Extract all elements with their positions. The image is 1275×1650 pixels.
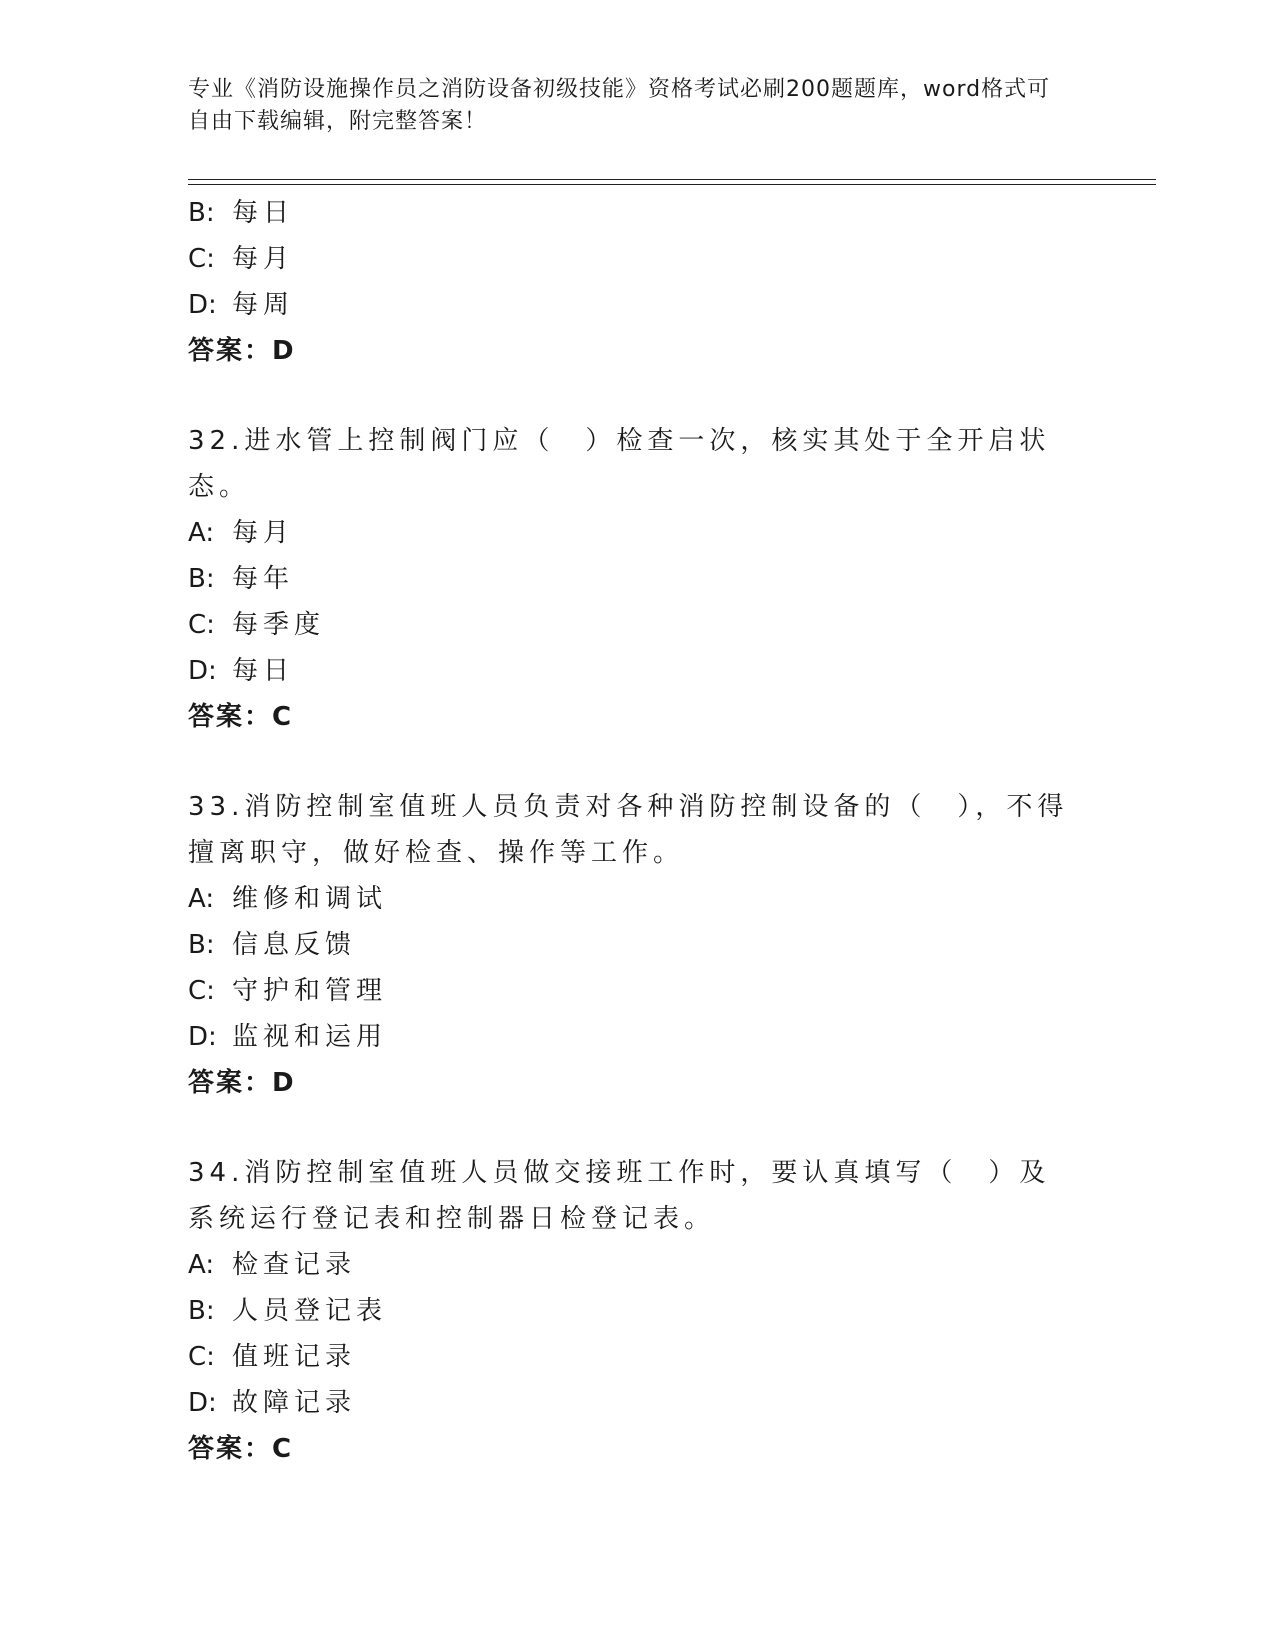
document-header: 专业《消防设施操作员之消防设备初级技能》资格考试必刷200题题库，word格式可自由下载编辑，附完整答案！ [188, 77, 1051, 134]
question-text: 33.消防控制室值班人员负责对各种消防控制设备的（ ），不得擅离职守，做好检查、操作等工作。 [188, 792, 1069, 868]
option-text: 每月 [232, 244, 295, 274]
question-block-33 [188, 784, 1088, 1106]
option-text: 维修和调试 [232, 884, 388, 914]
option-text: 守护和管理 [232, 976, 388, 1006]
option-c [188, 968, 1088, 1014]
option-letter: C: [188, 1342, 215, 1372]
option-text: 值班记录 [232, 1342, 357, 1372]
header-rule-top [188, 179, 1156, 180]
option-b [188, 922, 1088, 968]
option-d [188, 282, 1088, 328]
answer: 答案：D [188, 336, 296, 366]
option-b [188, 190, 1088, 236]
answer: 答案：C [188, 702, 294, 732]
option-letter: D: [188, 656, 217, 686]
header-rule-bottom [188, 184, 1156, 185]
option-letter: B: [188, 564, 215, 594]
option-c [188, 1334, 1088, 1380]
option-letter: D: [188, 1388, 217, 1418]
option-letter: A: [188, 1250, 215, 1280]
option-text: 每季度 [232, 610, 326, 640]
option-text: 信息反馈 [232, 930, 357, 960]
option-letter: B: [188, 930, 215, 960]
option-text: 每周 [232, 290, 295, 320]
option-d [188, 1380, 1088, 1426]
option-letter: C: [188, 976, 215, 1006]
answer: 答案：C [188, 1434, 294, 1464]
option-text: 人员登记表 [232, 1296, 388, 1326]
option-d [188, 1014, 1088, 1060]
option-a [188, 1242, 1088, 1288]
option-c [188, 602, 1088, 648]
question-block-32 [188, 418, 1088, 740]
question-list [188, 190, 1088, 1472]
option-letter: B: [188, 1296, 215, 1326]
option-text: 故障记录 [232, 1388, 357, 1418]
option-letter: D: [188, 1022, 217, 1052]
option-text: 每日 [232, 198, 295, 228]
option-text: 每年 [232, 564, 295, 594]
question-block-partial [188, 190, 1088, 374]
option-letter: C: [188, 244, 215, 274]
option-letter: A: [188, 518, 215, 548]
answer: 答案：D [188, 1068, 296, 1098]
option-c [188, 236, 1088, 282]
option-letter: D: [188, 290, 217, 320]
option-text: 每月 [232, 518, 295, 548]
question-block-34 [188, 1150, 1088, 1472]
option-text: 监视和运用 [232, 1022, 388, 1052]
option-a [188, 510, 1088, 556]
option-a [188, 876, 1088, 922]
option-text: 检查记录 [232, 1250, 357, 1280]
question-text: 34.消防控制室值班人员做交接班工作时，要认真填写（ ）及系统运行登记表和控制器日检登记表。 [188, 1158, 1051, 1234]
question-text: 32.进水管上控制阀门应（ ）检查一次，核实其处于全开启状态。 [188, 426, 1051, 502]
option-d [188, 648, 1088, 694]
option-b [188, 556, 1088, 602]
option-letter: A: [188, 884, 215, 914]
option-b [188, 1288, 1088, 1334]
option-text: 每日 [232, 656, 295, 686]
option-letter: C: [188, 610, 215, 640]
option-letter: B: [188, 198, 215, 228]
